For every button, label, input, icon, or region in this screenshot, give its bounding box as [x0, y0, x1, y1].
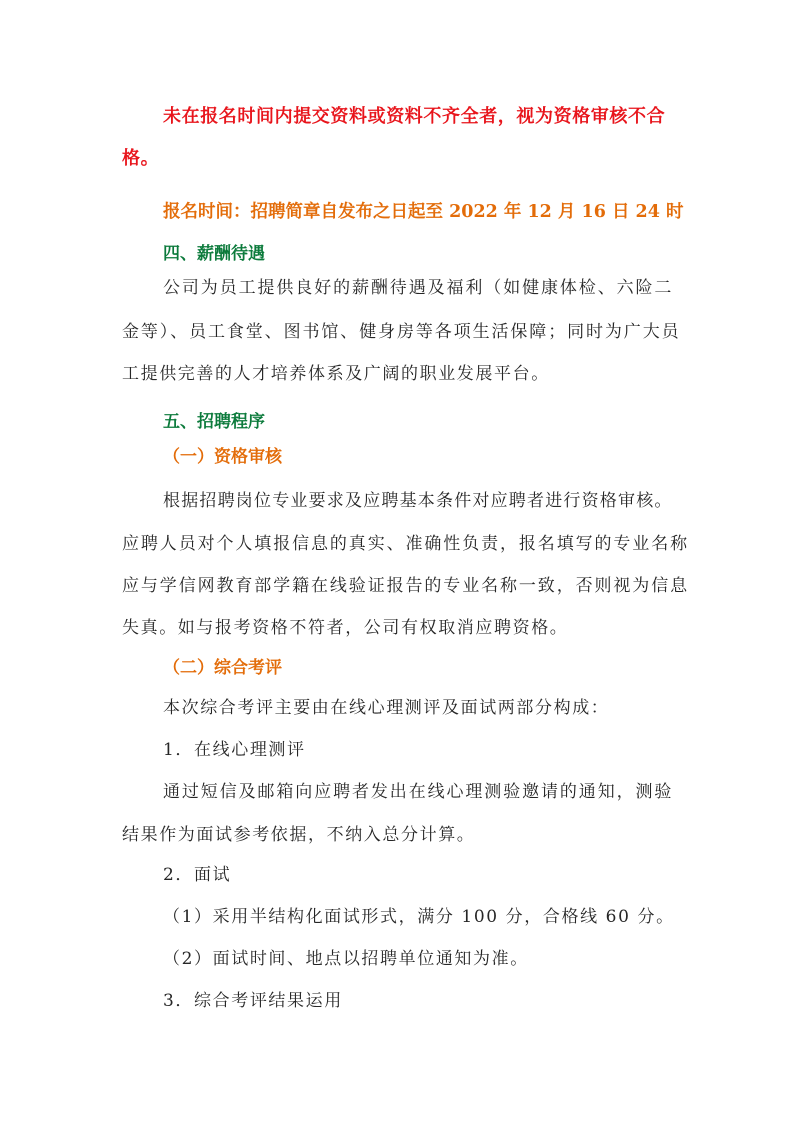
section-4-para-line-3: 工提供完善的人才培养体系及广阔的职业发展平台。 — [122, 364, 550, 384]
subsection-2-intro: 本次综合考评主要由在线心理测评及面试两部分构成： — [163, 698, 610, 718]
section-4-heading: 四、薪酬待遇 — [163, 244, 265, 264]
item-1-para-line-2: 结果作为面试参考依据，不纳入总分计算。 — [122, 825, 476, 845]
section-5-heading: 五、招聘程序 — [163, 412, 265, 432]
section-4-para-line-2: 金等）、员工食堂、图书馆、健身房等各项生活保障；同时为广大员 — [122, 322, 681, 342]
item-1-title: 1．在线心理测评 — [163, 740, 306, 760]
item-1-para-line-1: 通过短信及邮箱向应聘者发出在线心理测验邀请的通知，测验 — [163, 782, 674, 802]
subsection-1-para-line-2: 应聘人员对个人填报信息的真实、准确性负责，报名填写的专业名称 — [122, 534, 689, 554]
subsection-1-para-line-4: 失真。如与报考资格不符者，公司有权取消应聘资格。 — [122, 618, 569, 638]
item-3-title: 3．综合考评结果运用 — [163, 991, 343, 1011]
subsection-1-heading: （一）资格审核 — [163, 447, 282, 467]
subsection-1-para-line-3: 应与学信网教育部学籍在线验证报告的专业名称一致，否则视为信息 — [122, 576, 689, 596]
subsection-1-para-line-1: 根据招聘岗位专业要求及应聘基本条件对应聘者进行资格审核。 — [163, 491, 673, 511]
notice-line-1: 未在报名时间内提交资料或资料不齐全者，视为资格审核不合 — [163, 106, 666, 127]
subsection-2-heading: （二）综合考评 — [163, 658, 282, 678]
section-4-para-line-1: 公司为员工提供良好的薪酬待遇及福利（如健康体检、六险二 — [163, 278, 674, 298]
item-2-title: 2．面试 — [163, 865, 232, 885]
registration-time: 报名时间：招聘简章自发布之日起至 2022 年 12 月 16 日 24 时 — [163, 202, 684, 222]
item-2-point-1: （1）采用半结构化面试形式，满分 100 分，合格线 60 分。 — [163, 907, 675, 927]
item-2-point-2: （2）面试时间、地点以招聘单位通知为准。 — [163, 949, 529, 969]
notice-line-2: 格。 — [122, 148, 160, 169]
